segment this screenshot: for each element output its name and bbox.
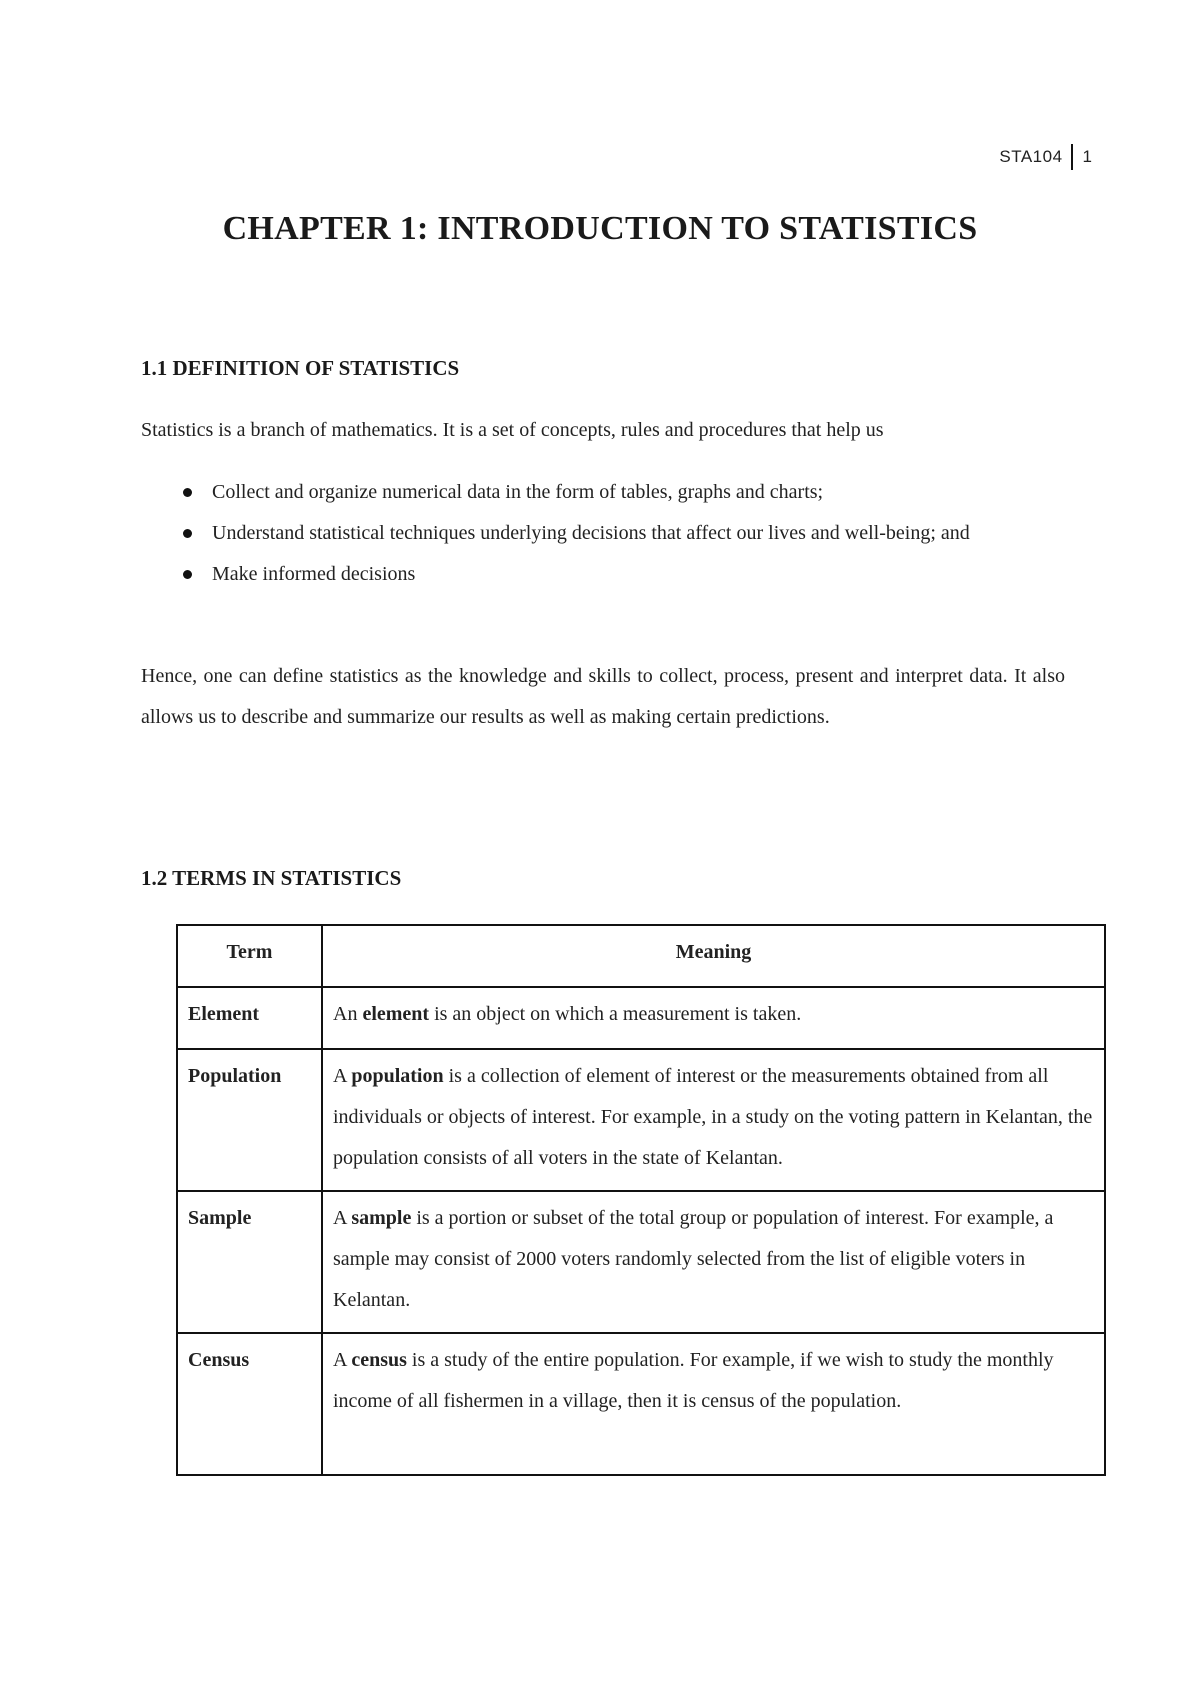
table-row [177,1333,1105,1475]
course-code: STA104 [999,147,1063,166]
meaning-cell: A population is a collection of element of interest or the measurements obtained from all individuals or objects of interest. For example, in a study on the voting pattern in Kelantan, the population consists of all voters in the state of Kelantan. [322,1049,1105,1191]
chapter-title: CHAPTER 1: INTRODUCTION TO STATISTICS [222,210,978,247]
column-header-term: Term [177,925,322,987]
term-cell: Population [177,1049,322,1191]
bullet-icon [183,570,192,579]
terms-table [176,924,1106,1476]
summary-paragraph: Hence, one can define statistics as the knowledge and skills to collect, process, present and interpret data. It also allows us to describe and summarize our results as well as making certain predictions. [141,665,1065,728]
defined-term: population [351,1065,444,1087]
intro-paragraph: Statistics is a branch of mathematics. It is a set of concepts, rules and procedures that help us [141,419,884,441]
header-divider [1071,144,1073,170]
table-header-row [177,925,1105,987]
bullet-list [141,472,1065,595]
defined-term: census [351,1349,407,1371]
column-header-meaning: Meaning [322,925,1105,987]
term-cell: Census [177,1333,322,1475]
term-cell: Element [177,987,322,1049]
bullet-icon [183,529,192,538]
table-row [177,987,1105,1049]
bullet-icon [183,488,192,497]
bullet-text: Collect and organize numerical data in the form of tables, graphs and charts; [212,481,824,503]
list-item [141,554,1065,595]
list-item [141,472,1065,513]
meaning-cell: An element is an object on which a measurement is taken. [322,987,1105,1049]
section-heading-definition: 1.1 DEFINITION OF STATISTICS [141,356,460,380]
meaning-cell: A census is a study of the entire population. For example, if we wish to study the monthly income of all fishermen in a village, then it is census of the population. [322,1333,1105,1475]
page-header [999,144,1092,170]
bullet-text: Make informed decisions [212,563,416,585]
defined-term: element [362,1003,430,1025]
page-number: 1 [1082,147,1092,166]
bullet-text: Understand statistical techniques underlying decisions that affect our lives and well-being; and [212,522,970,544]
section-heading-terms: 1.2 TERMS IN STATISTICS [141,866,402,890]
list-item [141,513,1065,554]
table-row [177,1191,1105,1333]
meaning-cell: A sample is a portion or subset of the total group or population of interest. For example, a sample may consist of 2000 voters randomly selected from the list of eligible voters in Kelantan. [322,1191,1105,1333]
table-row [177,1049,1105,1191]
term-cell: Sample [177,1191,322,1333]
defined-term: sample [351,1207,412,1229]
